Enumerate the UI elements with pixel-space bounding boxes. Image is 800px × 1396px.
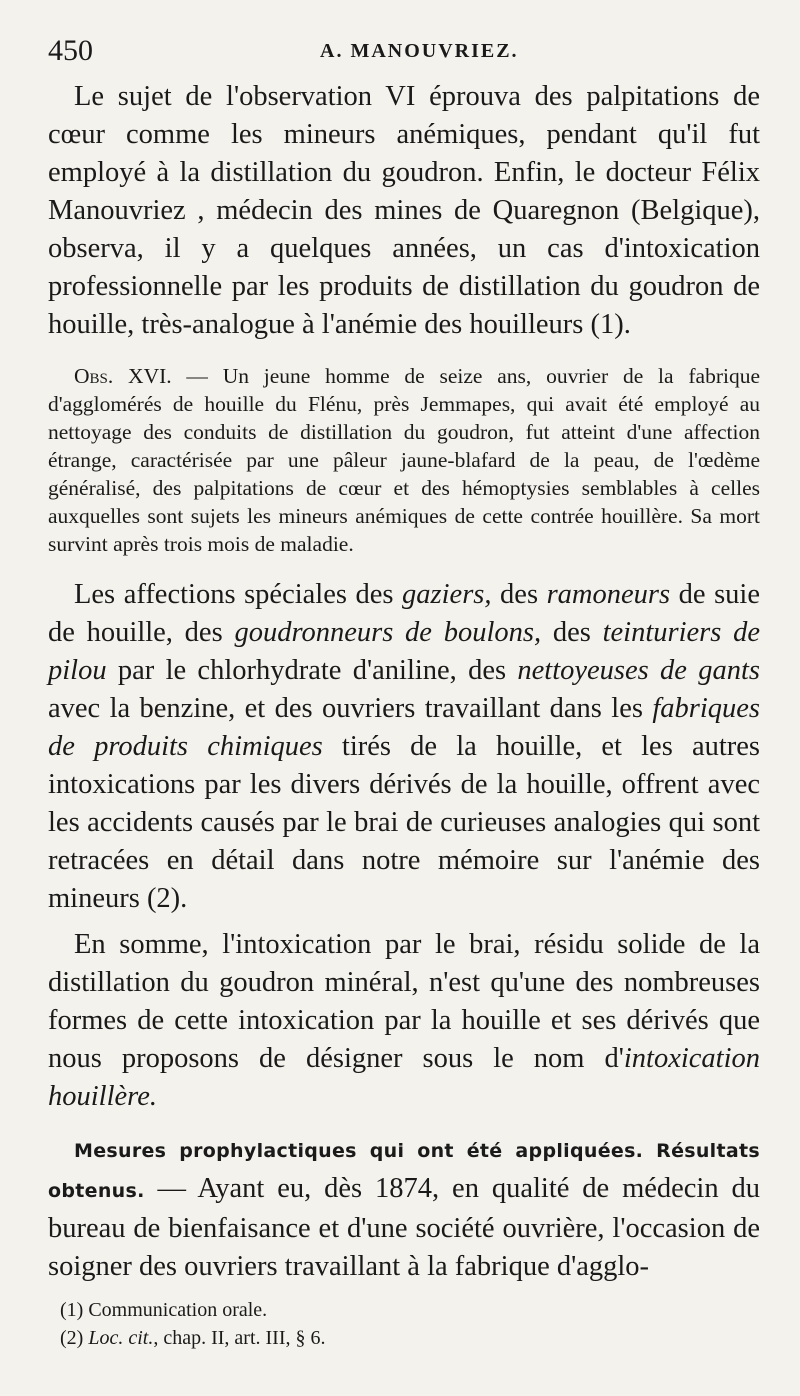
section-heading: Mesures prophylactiques qui ont été appliquées. Résultats obtenus.: [48, 1140, 760, 1202]
text-run: Les affections spéciales des: [74, 579, 403, 610]
text-run: — Ayant eu, dès 1874, en qualité de médecin du bureau de bienfaisance et d'une société ouvrière, l'occasion de soigner des ouvriers travaillant à la fabrique d'agglo-: [48, 1173, 760, 1282]
paragraph-4: [48, 926, 760, 1116]
paragraph-1: Le sujet de l'observation VI éprouva des palpitations de cœur comme les mineurs anémiques, pendant qu'il fut employé à la distillation du goudron. Enfin, le docteur Félix Manouvriez , médecin des mines de Quaregnon (Belgique), observa, il y a quelques années, un cas d'intoxication professionnelle par les produits de distillation du goudron de houille, très-analogue à l'anémie des houilleurs (1).: [48, 81, 760, 340]
footnote-2: [60, 1324, 325, 1352]
text-run: tirés de la houille, et les autres intoxications par les divers dérivés de la houille, offrent avec les accidents causés par le brai de curieuses analogies qui sont retracées en détail dans notre mémoire sur l'anémie des mineurs (2).: [48, 731, 760, 914]
footnote-1: (1) Communication orale.: [60, 1299, 268, 1321]
text-run: En somme, l'intoxication par le brai, résidu solide de la distillation du goudron minéral, n'est qu'une des nombreuses formes de cette intoxication par la houille et ses dérivés que nous proposons de désigner sous le nom d': [48, 929, 760, 1074]
text-run: des: [491, 579, 547, 610]
text-run: avec la benzine, et des ouvriers travaillant dans les: [48, 693, 653, 724]
italic-run: Loc. cit.: [88, 1327, 154, 1349]
text-run: (2): [60, 1327, 89, 1349]
italic-run: gaziers,: [402, 579, 492, 610]
page-header: [48, 34, 760, 78]
observation-xvi: [48, 362, 760, 558]
text-run: par le chlorhydrate d'aniline, des: [106, 655, 518, 686]
observation-label: Obs. XVI.: [74, 364, 172, 388]
page-number: 450: [48, 34, 93, 67]
italic-run: fabriques de produits chimiques: [48, 693, 760, 762]
observation-text: — Un jeune homme de seize ans, ouvrier de la fabrique d'agglomérés de houille du Flénu, près Jemmapes, qui avait été employé au nettoyage des conduits de distillation du goudron, fut atteint d'une affection étrange, caractérisée par une pâleur jaune-blafard de la peau, de l'œdème généralisé, des palpitations de cœur et des hémoptysies semblables à celles auxquelles sont sujets les mineurs anémiques de cette contrée houillère. Sa mort survint après trois mois de maladie.: [48, 364, 760, 556]
italic-run: intoxication houillère.: [48, 1043, 760, 1112]
running-head: A. MANOUVRIEZ.: [320, 40, 519, 62]
italic-run: goudronneurs de boulons,: [234, 617, 542, 648]
footnotes: [60, 1296, 325, 1352]
text-run: des: [541, 617, 603, 648]
italic-run: nettoyeuses de gants: [517, 655, 761, 686]
text-run: , chap. II, art. III, § 6.: [153, 1327, 326, 1349]
text-run: de suie de houille, des: [48, 579, 760, 648]
italic-run: ramoneurs: [546, 579, 671, 610]
paragraph-3: [48, 576, 760, 918]
italic-run: teinturiers de pilou: [48, 617, 760, 686]
paragraph-5: [48, 1130, 760, 1286]
